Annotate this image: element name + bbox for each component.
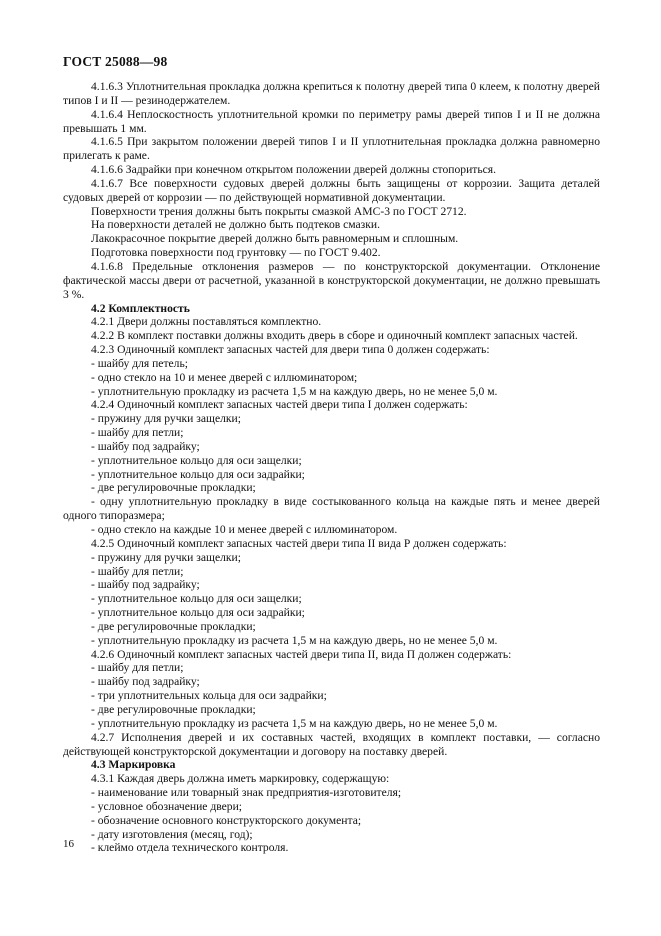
list-item: - две регулировочные прокладки; <box>91 702 256 716</box>
paragraph: Подготовка поверхности под грунтовку — по ГОСТ 9.402. <box>91 246 381 260</box>
paragraph: 4.2.2 В комплект поставки должны входить дверь в сборе и одиночный комплект запасных частей. <box>91 329 578 343</box>
list-item: - пружину для ручки защелки; <box>91 550 241 564</box>
list-item: - уплотнительное кольцо для оси задрайки; <box>91 606 305 620</box>
list-item: - клеймо отдела технического контроля. <box>91 841 289 855</box>
list-item: - шайбу для петли; <box>91 426 184 440</box>
list-item: - наименование или товарный знак предприятия-изготовителя; <box>91 786 402 800</box>
section-heading: 4.3 Маркировка <box>91 758 176 772</box>
paragraph: Поверхности трения должны быть покрыты смазкой АМС-3 по ГОСТ 2712. <box>91 204 467 218</box>
document-header: ГОСТ 25088—98 <box>63 54 168 69</box>
paragraph: 4.1.6.6 Задрайки при конечном открытом положении дверей должны стопориться. <box>91 163 496 177</box>
paragraph: 4.1.6.5 При закрытом положении дверей типов I и II уплотнительная прокладка должна равномерно прилегать к раме. <box>63 135 600 163</box>
paragraph: 4.2.6 Одиночный комплект запасных частей двери типа II, вида П должен содержать: <box>91 647 512 661</box>
list-item: - шайбу под задрайку; <box>91 439 200 453</box>
list-item: - одно стекло на 10 и менее дверей с иллюминатором; <box>91 370 358 384</box>
paragraph: 4.2.1 Двери должны поставляться комплектно. <box>91 315 322 329</box>
page-number: 16 <box>63 838 74 850</box>
list-item: - шайбу для петли; <box>91 661 184 675</box>
paragraph: Лакокрасочное покрытие дверей должно быть равномерным и сплошным. <box>91 232 459 246</box>
list-item: - дату изготовления (месяц, год); <box>91 827 253 841</box>
list-item: - шайбу для петли; <box>91 564 184 578</box>
paragraph: 4.1.6.4 Неплоскостность уплотнительной кромки по периметру рамы дверей типов I и II не должна превышать 1 мм. <box>63 107 600 135</box>
list-item: - уплотнительное кольцо для оси защелки; <box>91 592 302 606</box>
paragraph: 4.1.6.8 Предельные отклонения размеров — по конструкторской документации. Отклонение фактической массы двери от расчетной, указанной в конструкторской документации, не должно превышать 3 %. <box>63 259 600 301</box>
list-item: - шайбу для петель; <box>91 356 188 370</box>
paragraph: На поверхности деталей не должно быть подтеков смазки. <box>91 218 380 232</box>
list-item: - шайбу под задрайку; <box>91 675 200 689</box>
list-item: - три уплотнительных кольца для оси задрайки; <box>91 689 327 703</box>
list-item: - уплотнительную прокладку из расчета 1,5 м на каждую дверь, но не менее 5,0 м. <box>91 384 498 398</box>
paragraph: 4.2.5 Одиночный комплект запасных частей двери типа II вида Р должен содержать: <box>91 536 507 550</box>
list-item: - две регулировочные прокладки; <box>91 619 256 633</box>
list-item: - уплотнительную прокладку из расчета 1,5 м на каждую дверь, но не менее 5,0 м. <box>91 716 498 730</box>
list-item: - уплотнительное кольцо для оси задрайки; <box>91 467 305 481</box>
list-item: - пружину для ручки защелки; <box>91 412 241 426</box>
list-item: - обозначение основного конструкторского документа; <box>91 813 362 827</box>
document-body <box>63 80 600 855</box>
list-item: - две регулировочные прокладки; <box>91 481 256 495</box>
list-item: - шайбу под задрайку; <box>91 578 200 592</box>
section-heading: 4.2 Комплектность <box>91 301 190 315</box>
paragraph: 4.2.7 Исполнения дверей и их составных частей, входящих в комплект поставки, — согласно действующей конструкторской документации и договору на поставку дверей. <box>63 730 600 758</box>
list-item: - уплотнительную прокладку из расчета 1,5 м на каждую дверь, но не менее 5,0 м. <box>91 633 498 647</box>
paragraph: 4.1.6.3 Уплотнительная прокладка должна крепиться к полотну дверей типа 0 клеем, к полотну дверей типов I и II — резинодержателем. <box>63 80 600 107</box>
paragraph: - одну уплотнительную прокладку в виде состыкованного кольца на каждые пять и менее дверей одного типоразмера; <box>63 495 600 523</box>
list-item: - уплотнительное кольцо для оси защелки; <box>91 453 302 467</box>
list-item: - условное обозначение двери; <box>91 799 243 813</box>
paragraph: 4.3.1 Каждая дверь должна иметь маркировку, содержащую: <box>91 772 390 786</box>
paragraph: 4.2.4 Одиночный комплект запасных частей двери типа I должен содержать: <box>91 398 468 412</box>
paragraph: 4.2.3 Одиночный комплект запасных частей для двери типа 0 должен содержать: <box>91 343 490 357</box>
list-item: - одно стекло на каждые 10 и менее дверей с иллюминатором. <box>91 523 398 536</box>
paragraph: 4.1.6.7 Все поверхности судовых дверей должны быть защищены от коррозии. Защита деталей судовых дверей от коррозии — по действующей нормативной документации. <box>63 176 600 204</box>
